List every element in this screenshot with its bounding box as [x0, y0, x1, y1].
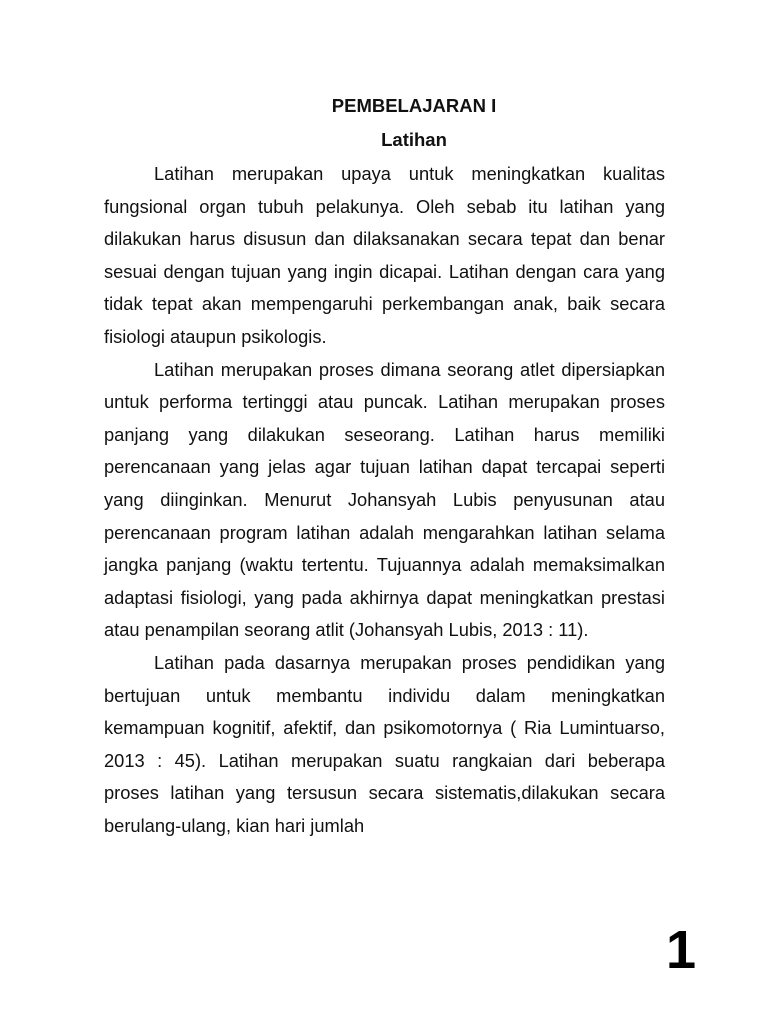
paragraph-1: Latihan merupakan upaya untuk meningkatkan kualitas fungsional organ tubuh pelakunya. Oleh sebab itu latihan yang dilakukan harus disusun dan dilaksanakan secara tepat dan benar sesuai dengan tujuan yang ingin dicapai. Latihan dengan cara yang tidak tepat akan mempengaruhi perkembangan anak, baik secara fisiologi ataupun psikologis. [104, 163, 665, 347]
paragraph-3: Latihan pada dasarnya merupakan proses pendidikan yang bertujuan untuk membantu individu dalam meningkatkan kemampuan kognitif, afektif, dan psikomotornya ( Ria Lumintuarso, 2013 : 45). Latihan merupakan suatu rangkaian dari beberapa proses latihan yang tersusun secara sistematis,dilakukan secara berulang-ulang, kian hari jumlah [104, 651, 665, 836]
paragraph-2: Latihan merupakan proses dimana seorang atlet dipersiapkan untuk performa tertinggi atau puncak. Latihan merupakan proses panjang yang dilakukan seseorang. Latihan harus memiliki perencanaan yang jelas agar tujuan latihan dapat tercapai seperti yang diinginkan. Menurut Johansyah Lubis penyusunan atau perencanaan program latihan adalah mengarahkan latihan selama jangka panjang (waktu tertentu. Tujuannya adalah memaksimalkan adaptasi fisiologi, yang pada akhirnya dapat meningkatkan prestasi atau penampilan seorang atlit (Johansyah Lubis, 2013 : 11). [104, 358, 665, 641]
body-text [104, 158, 665, 842]
page-number: 1 [665, 920, 696, 980]
section-heading: Latihan [381, 129, 447, 150]
chapter-heading: PEMBELAJARAN I [331, 95, 497, 116]
